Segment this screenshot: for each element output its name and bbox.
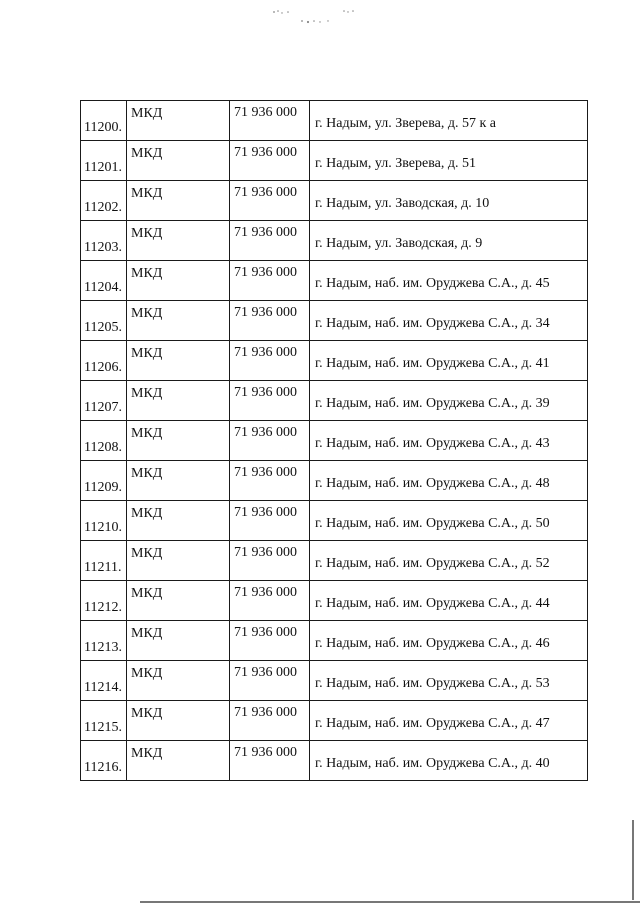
oktmo-code-cell: 71 936 000 (230, 301, 310, 341)
table-row (81, 381, 588, 421)
address-cell: г. Надым, наб. им. Оруджева С.А., д. 52 (310, 541, 588, 581)
address-cell: г. Надым, наб. им. Оруджева С.А., д. 46 (310, 621, 588, 661)
row-number-cell: 11205. (81, 301, 127, 341)
row-number-cell: 11202. (81, 181, 127, 221)
oktmo-code-cell: 71 936 000 (230, 661, 310, 701)
address-cell: г. Надым, наб. им. Оруджева С.А., д. 40 (310, 741, 588, 781)
registry-table-body (81, 101, 588, 781)
oktmo-code-cell: 71 936 000 (230, 381, 310, 421)
table-row (81, 181, 588, 221)
object-type-cell: МКД (127, 661, 230, 701)
object-type-cell: МКД (127, 101, 230, 141)
object-type-cell: МКД (127, 341, 230, 381)
address-cell: г. Надым, ул. Зверева, д. 51 (310, 141, 588, 181)
object-type-cell: МКД (127, 261, 230, 301)
table-row (81, 101, 588, 141)
row-number-cell: 11211. (81, 541, 127, 581)
address-cell: г. Надым, наб. им. Оруджева С.А., д. 53 (310, 661, 588, 701)
object-type-cell: МКД (127, 501, 230, 541)
table-row (81, 461, 588, 501)
oktmo-code-cell: 71 936 000 (230, 181, 310, 221)
oktmo-code-cell: 71 936 000 (230, 461, 310, 501)
address-cell: г. Надым, наб. им. Оруджева С.А., д. 45 (310, 261, 588, 301)
oktmo-code-cell: 71 936 000 (230, 261, 310, 301)
object-type-cell: МКД (127, 421, 230, 461)
object-type-cell: МКД (127, 381, 230, 421)
object-type-cell: МКД (127, 701, 230, 741)
oktmo-code-cell: 71 936 000 (230, 741, 310, 781)
address-cell: г. Надым, наб. им. Оруджева С.А., д. 50 (310, 501, 588, 541)
table-row (81, 501, 588, 541)
table-row (81, 661, 588, 701)
address-cell: г. Надым, наб. им. Оруджева С.А., д. 34 (310, 301, 588, 341)
object-type-cell: МКД (127, 621, 230, 661)
row-number-cell: 11216. (81, 741, 127, 781)
table-row (81, 621, 588, 661)
object-type-cell: МКД (127, 581, 230, 621)
row-number-cell: 11200. (81, 101, 127, 141)
table-row (81, 581, 588, 621)
object-type-cell: МКД (127, 221, 230, 261)
object-type-cell: МКД (127, 741, 230, 781)
oktmo-code-cell: 71 936 000 (230, 101, 310, 141)
row-number-cell: 11215. (81, 701, 127, 741)
row-number-cell: 11206. (81, 341, 127, 381)
table-row (81, 221, 588, 261)
table-row (81, 301, 588, 341)
oktmo-code-cell: 71 936 000 (230, 581, 310, 621)
registry-table (80, 100, 588, 781)
object-type-cell: МКД (127, 301, 230, 341)
address-cell: г. Надым, наб. им. Оруджева С.А., д. 39 (310, 381, 588, 421)
row-number-cell: 11210. (81, 501, 127, 541)
address-cell: г. Надым, наб. им. Оруджева С.А., д. 41 (310, 341, 588, 381)
oktmo-code-cell: 71 936 000 (230, 501, 310, 541)
address-cell: г. Надым, наб. им. Оруджева С.А., д. 48 (310, 461, 588, 501)
row-number-cell: 11214. (81, 661, 127, 701)
oktmo-code-cell: 71 936 000 (230, 221, 310, 261)
row-number-cell: 11208. (81, 421, 127, 461)
table-row (81, 341, 588, 381)
oktmo-code-cell: 71 936 000 (230, 341, 310, 381)
row-number-cell: 11201. (81, 141, 127, 181)
oktmo-code-cell: 71 936 000 (230, 141, 310, 181)
address-cell: г. Надым, ул. Зверева, д. 57 к а (310, 101, 588, 141)
table-row (81, 421, 588, 461)
table-row (81, 741, 588, 781)
table-row (81, 261, 588, 301)
scan-edge-line-bottom (140, 901, 640, 903)
address-cell: г. Надым, ул. Заводская, д. 9 (310, 221, 588, 261)
address-cell: г. Надым, наб. им. Оруджева С.А., д. 43 (310, 421, 588, 461)
row-number-cell: 11213. (81, 621, 127, 661)
row-number-cell: 11203. (81, 221, 127, 261)
oktmo-code-cell: 71 936 000 (230, 701, 310, 741)
row-number-cell: 11212. (81, 581, 127, 621)
table-row (81, 701, 588, 741)
scan-artifact-mark (268, 6, 378, 26)
oktmo-code-cell: 71 936 000 (230, 621, 310, 661)
row-number-cell: 11204. (81, 261, 127, 301)
row-number-cell: 11209. (81, 461, 127, 501)
object-type-cell: МКД (127, 141, 230, 181)
object-type-cell: МКД (127, 461, 230, 501)
oktmo-code-cell: 71 936 000 (230, 541, 310, 581)
table-row (81, 141, 588, 181)
oktmo-code-cell: 71 936 000 (230, 421, 310, 461)
address-cell: г. Надым, наб. им. Оруджева С.А., д. 44 (310, 581, 588, 621)
address-cell: г. Надым, ул. Заводская, д. 10 (310, 181, 588, 221)
object-type-cell: МКД (127, 181, 230, 221)
object-type-cell: МКД (127, 541, 230, 581)
address-cell: г. Надым, наб. им. Оруджева С.А., д. 47 (310, 701, 588, 741)
row-number-cell: 11207. (81, 381, 127, 421)
table-row (81, 541, 588, 581)
scan-edge-line-right (632, 820, 634, 900)
